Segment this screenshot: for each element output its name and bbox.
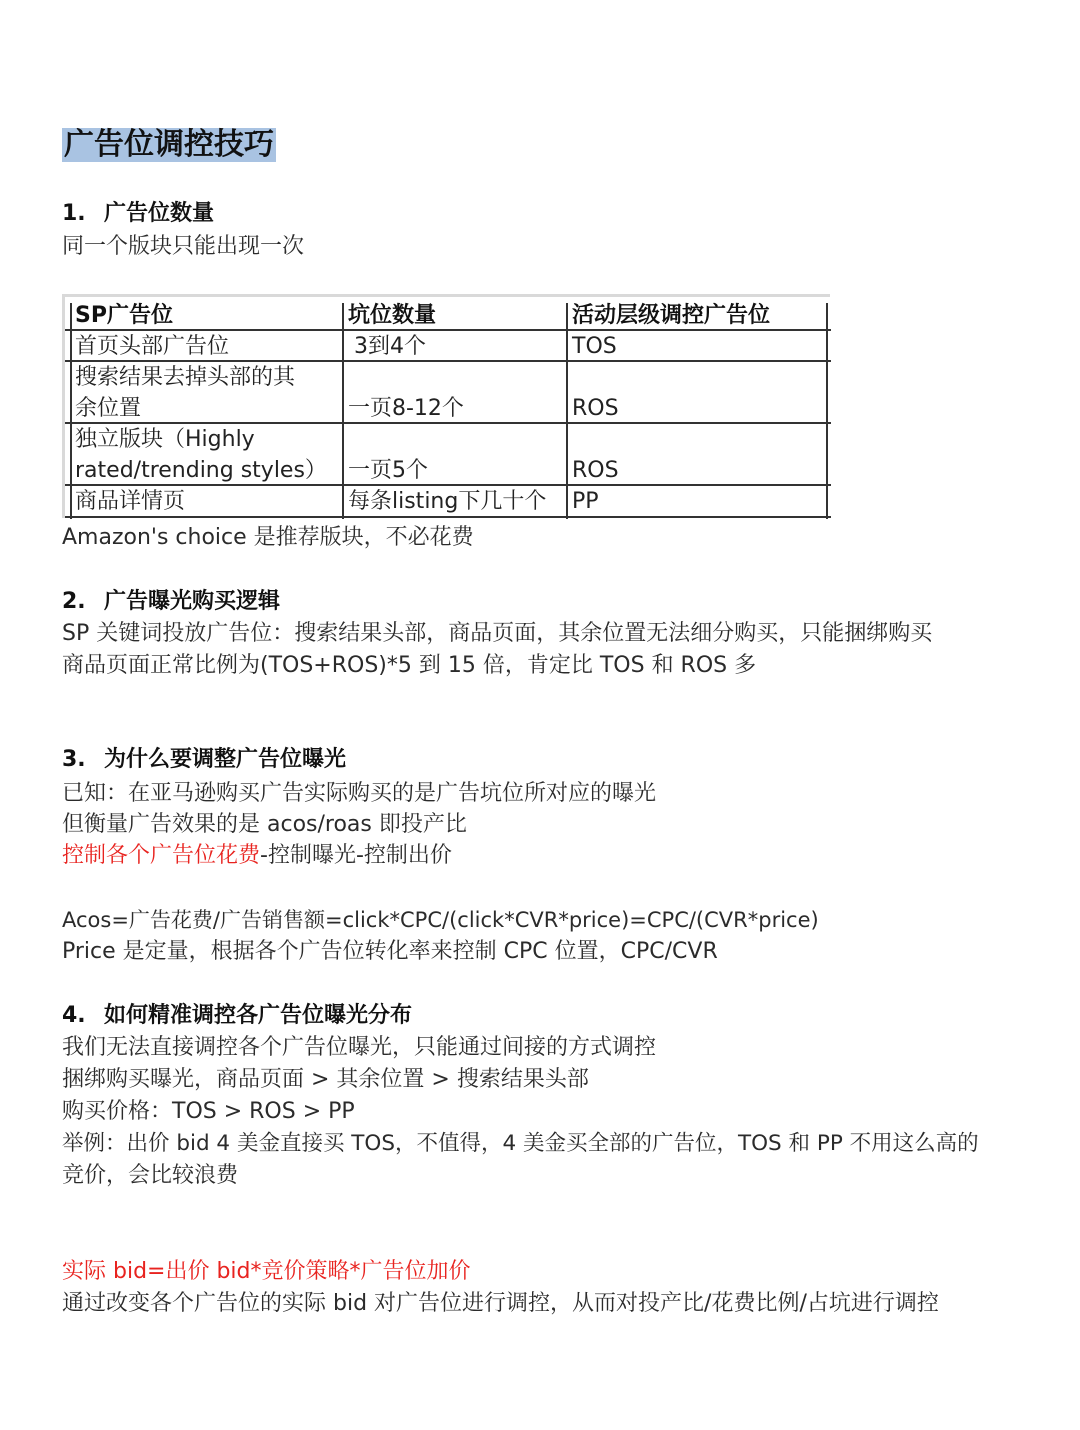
section-3-text: Price 是定量，根据各个广告位转化率来控制 CPC 位置，CPC/CVR <box>62 939 718 964</box>
page-title: 广告位调控技巧 <box>64 127 274 162</box>
table-cell: 每条listing下几十个 <box>348 489 547 514</box>
section-4-text: 捆绑购买曝光，商品页面 > 其余位置 > 搜索结果头部 <box>62 1067 589 1092</box>
section-3-highlight-rest: -控制曝光-控制出价 <box>260 843 452 868</box>
section-3-heading <box>62 746 346 774</box>
section-1-text: 同一个版块只能出现一次 <box>62 234 305 259</box>
table-cell: 首页头部广告位 <box>75 334 230 359</box>
table-col-divider <box>566 303 568 519</box>
footer-text: 通过改变各个广告位的实际 bid 对广告位进行调控，从而对投产比/花费比例/占坑进行调控 <box>62 1291 939 1316</box>
table-header-slot-count: 坑位数量 <box>348 303 437 328</box>
table-cell: ROS <box>572 458 619 483</box>
table-col-divider <box>342 303 344 519</box>
table-cell: 余位置 <box>75 396 142 421</box>
section-1-heading <box>62 200 214 228</box>
table-right-border <box>826 303 828 519</box>
table-cell: 一页8-12个 <box>348 396 464 421</box>
section-4-text: 我们无法直接调控各个广告位曝光，只能通过间接的方式调控 <box>62 1035 657 1060</box>
table-header-sp-placement: SP广告位 <box>75 303 173 328</box>
section-4-number: 4. <box>62 1003 86 1028</box>
section-2-heading <box>62 588 280 616</box>
table-cell: rated/trending styles） <box>75 458 327 483</box>
section-1-number: 1. <box>62 201 86 226</box>
section-3-highlight: 控制各个广告位花费 <box>62 843 261 868</box>
table-left-border <box>70 303 72 519</box>
section-3-text <box>62 842 452 870</box>
table-cell: TOS <box>572 334 617 359</box>
section-3-text: 已知：在亚马逊购买广告实际购买的是广告坑位所对应的曝光 <box>62 781 657 806</box>
table-cell: 商品详情页 <box>75 489 186 514</box>
section-1-note: Amazon's choice 是推荐版块，不必花费 <box>62 525 474 550</box>
table-cell: 一页5个 <box>348 458 428 483</box>
section-4-title: 如何精准调控各广告位曝光分布 <box>104 1003 413 1028</box>
table-cell: 3到4个 <box>354 334 426 359</box>
section-3-title: 为什么要调整广告位曝光 <box>104 747 347 772</box>
section-3-text: 但衡量广告效果的是 acos/roas 即投产比 <box>62 812 467 837</box>
table-header-campaign-level: 活动层级调控广告位 <box>572 303 771 328</box>
section-2-text: 商品页面正常比例为(TOS+ROS)*5 到 15 倍，肯定比 TOS 和 ROS 多 <box>62 653 757 678</box>
section-2-number: 2. <box>62 589 86 614</box>
ad-placement-table <box>62 294 830 518</box>
table-cell: PP <box>572 489 599 514</box>
table-cell: 独立版块（Highly <box>75 427 255 452</box>
section-4-text: 竞价，会比较浪费 <box>62 1163 239 1188</box>
section-3-number: 3. <box>62 747 86 772</box>
actual-bid-formula: 实际 bid=出价 bid*竞价策略*广告位加价 <box>62 1259 471 1284</box>
section-2-title: 广告曝光购买逻辑 <box>104 589 281 614</box>
table-cell: ROS <box>572 396 619 421</box>
table-cell: 搜索结果去掉头部的其 <box>75 365 296 390</box>
section-4-text: 举例：出价 bid 4 美金直接买 TOS，不值得，4 美金买全部的广告位，TOS 和 PP 不用这么高的 <box>62 1131 979 1156</box>
section-4-heading <box>62 1002 412 1030</box>
section-4-text: 购买价格：TOS > ROS > PP <box>62 1099 355 1124</box>
acos-formula: Acos=广告花费/广告销售额=click*CPC/(click*CVR*price)=CPC/(CVR*price) <box>62 908 819 932</box>
section-2-text: SP 关键词投放广告位：搜索结果头部，商品页面，其余位置无法细分购买，只能捆绑购买 <box>62 621 933 646</box>
section-1-title: 广告位数量 <box>104 201 215 226</box>
